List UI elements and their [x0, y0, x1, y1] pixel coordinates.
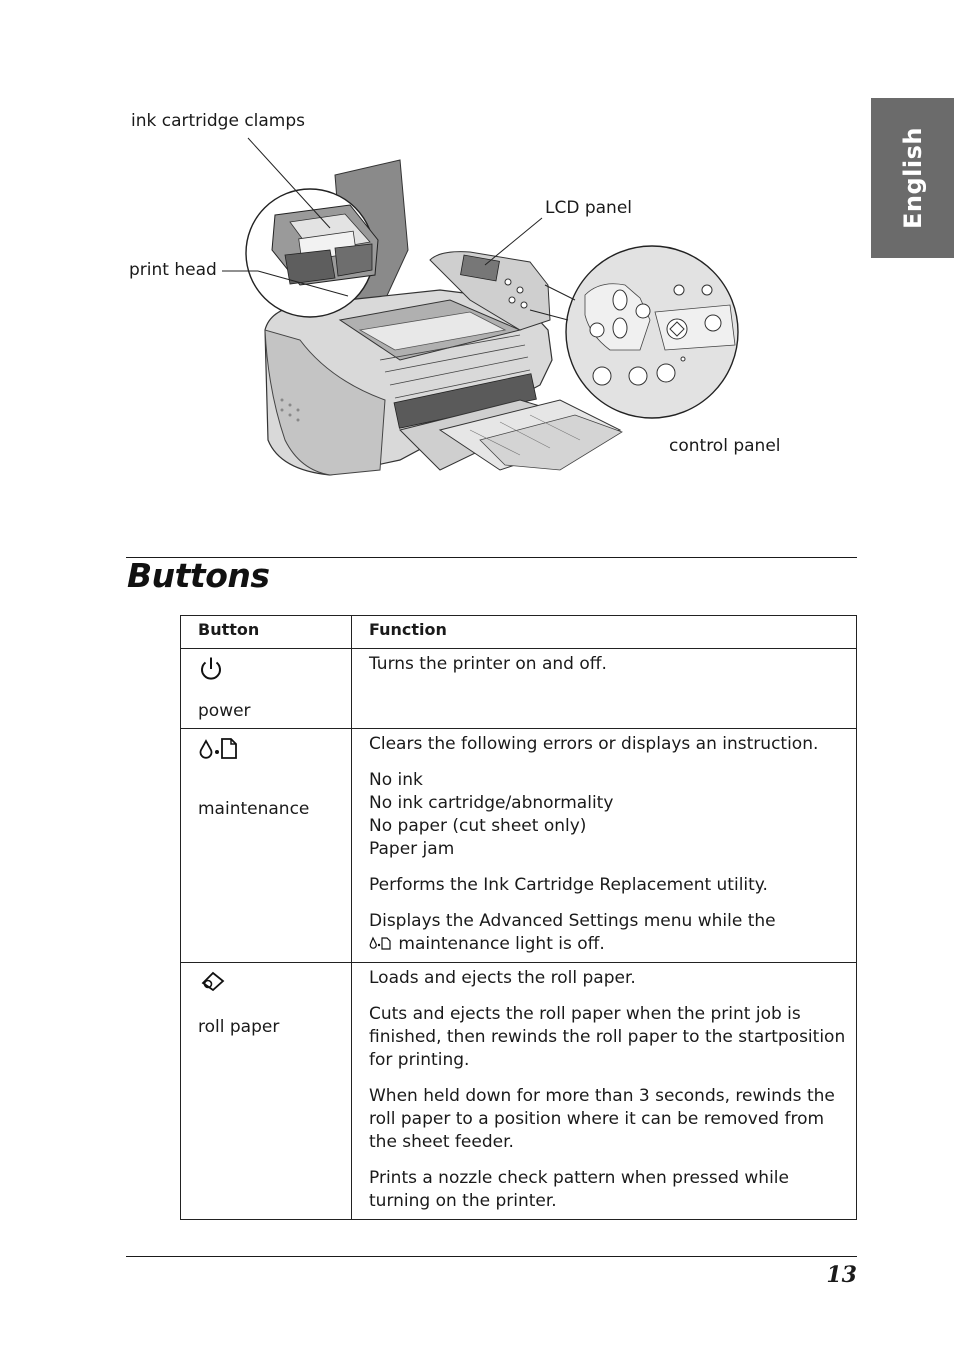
section-title: Buttons — [127, 556, 270, 595]
button-label-roll-paper: roll paper — [198, 1017, 280, 1037]
function-cell — [352, 729, 857, 963]
buttons-table — [180, 615, 857, 1220]
function-text: When held down for more than 3 seconds, rewinds the roll paper to a position where it can be removed from the sheet feeder. — [369, 1086, 835, 1152]
callout-ink-cartridge-clamps: ink cartridge clamps — [131, 111, 306, 131]
power-icon — [198, 655, 341, 689]
table-row — [181, 963, 857, 1220]
function-text-part: maintenance light is off. — [393, 934, 605, 954]
button-cell — [181, 649, 352, 729]
callout-control-panel: control panel — [669, 436, 781, 456]
callout-print-head: print head — [129, 260, 217, 280]
maintenance-icon — [198, 735, 341, 769]
function-text-part: Displays the Advanced Settings menu while the — [369, 911, 776, 931]
table-row — [181, 729, 857, 963]
table-row — [181, 649, 857, 729]
button-label-maintenance: maintenance — [198, 799, 310, 819]
callout-lcd-panel: LCD panel — [545, 198, 633, 218]
table-header-row — [181, 616, 857, 649]
maintenance-light-icon — [369, 936, 393, 951]
function-text-with-icon — [369, 910, 846, 956]
function-text: Prints a nozzle check pattern when pressed while turning on the printer. — [369, 1168, 789, 1211]
footer-divider — [126, 1256, 857, 1257]
language-tab-label: English — [898, 127, 927, 229]
function-text: Clears the following errors or displays an instruction. — [369, 734, 819, 754]
button-cell — [181, 963, 352, 1220]
column-header-button: Button — [181, 616, 352, 649]
error-list: No ink No ink cartridge/abnormality No paper (cut sheet only) Paper jam — [369, 770, 614, 859]
function-text: Cuts and ejects the roll paper when the print job is finished, then rewinds the roll paper to the startposition for printing. — [369, 1004, 846, 1070]
roll-paper-icon — [198, 969, 341, 1003]
function-text: Performs the Ink Cartridge Replacement utility. — [369, 875, 768, 895]
button-label-power: power — [198, 701, 251, 721]
function-cell — [352, 649, 857, 729]
button-cell — [181, 729, 352, 963]
function-cell — [352, 963, 857, 1220]
function-text: Loads and ejects the roll paper. — [369, 968, 636, 988]
function-text: Turns the printer on and off. — [369, 654, 607, 674]
column-header-function: Function — [352, 616, 857, 649]
page-number: 13 — [826, 1262, 857, 1288]
